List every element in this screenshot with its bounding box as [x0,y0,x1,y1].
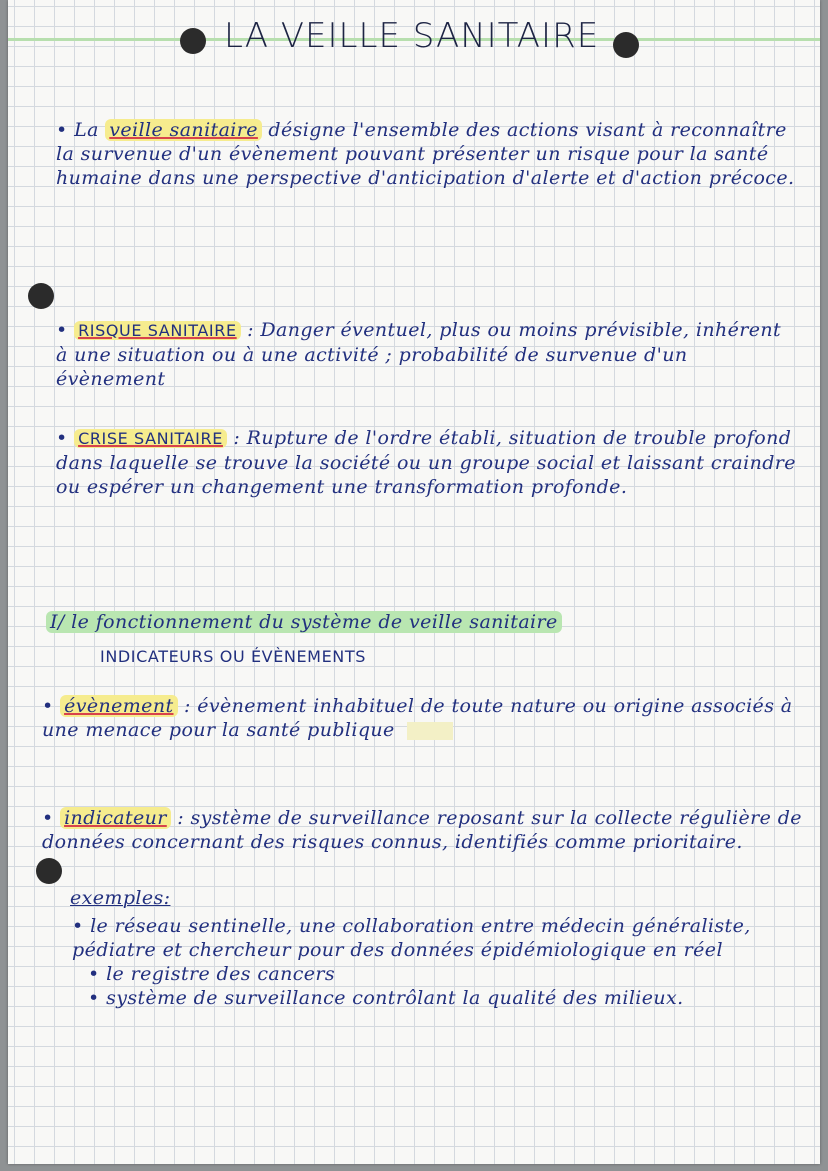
example-text: le réseau sentinelle, une collaboration entre médecin généraliste, pédiatre et chercheur pour des données épidémiologique en réel [72,915,751,961]
bullet: • [42,807,54,829]
punch-hole [28,283,54,309]
definition-body: : Danger éventuel, plus ou moins prévisible, inhérent à une situation ou à une activité ; probabilité de survenue d'un évènement [56,319,782,390]
example-text: système de surveillance contrôlant la qualité des milieux. [106,987,684,1009]
punch-hole [36,858,62,884]
bullet: • [56,319,68,341]
definition-term: évènement [60,695,177,717]
list-item [72,986,792,1010]
bullet: • [88,987,100,1009]
examples-label [70,886,270,910]
correction-tape [407,722,453,740]
section-heading: I/ le fonctionnement du système de veille sanitaire [46,611,562,633]
definition-indicateur [42,806,808,854]
examples-label-text: exemples: [70,887,171,909]
list-item [72,914,792,962]
page-title: LA VEILLE SANITAIRE [224,16,600,56]
bullet: • [72,915,84,937]
intro-prefix: La [74,119,99,141]
punch-hole [180,28,206,54]
definition-body: : évènement inhabituel de toute nature ou origine associés à une menace pour la santé publique [42,695,793,741]
intro-body: désigne l'ensemble des actions visant à reconnaître la survenue d'un évènement pouvant présenter un risque pour la santé humaine dans une perspective d'anticipation d'alerte et d'action précoce. [56,119,795,189]
definition-evenement [42,694,802,742]
definition-risque [56,318,796,391]
example-text: le registre des cancers [106,963,336,985]
definition-body: : Rupture de l'ordre établi, situation de trouble profond dans laquelle se trouve la société ou un groupe social et laissant craindre ou espérer un changement une transformation profonde. [56,427,796,498]
notebook-page [8,0,820,1164]
bullet: • [56,119,68,141]
examples-list [72,914,792,1010]
bullet: • [88,963,100,985]
intro-paragraph [56,118,796,190]
intro-term: veille sanitaire [105,119,262,141]
section-subheading: INDICATEURS OU ÉVÈNEMENTS [100,647,366,666]
definition-term: RISQUE SANITAIRE [74,321,241,340]
bullet: • [56,427,68,449]
section-heading-block [46,610,796,634]
definition-term: CRISE SANITAIRE [74,429,227,448]
bullet: • [42,695,54,717]
definition-term: indicateur [60,807,171,829]
definition-body: : système de surveillance reposant sur la collecte régulière de données concernant des risques connus, identifiés comme prioritaire. [42,807,802,853]
list-item [72,962,792,986]
definition-crise [56,426,796,499]
